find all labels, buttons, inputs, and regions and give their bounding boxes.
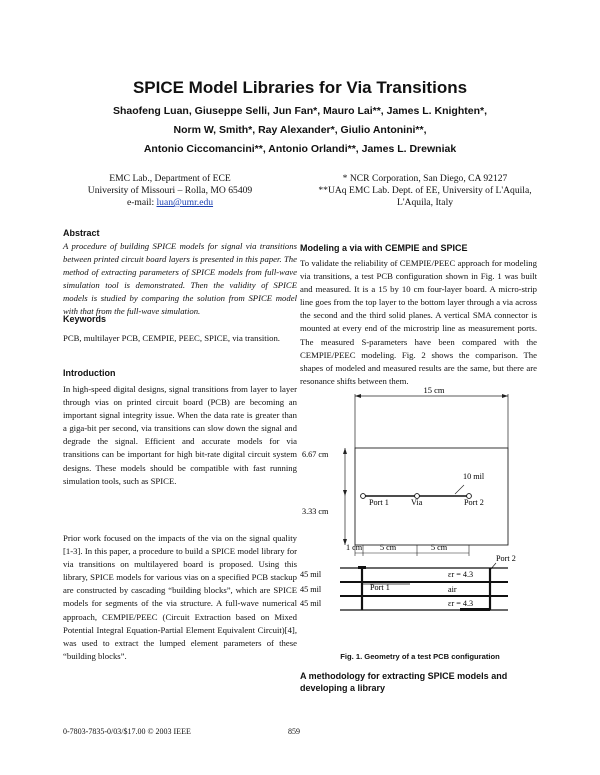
authors-line-2: Norm W, Smith*, Ray Alexander*, Giulio Antonini**, bbox=[173, 124, 427, 136]
email-label: e-mail: bbox=[126, 197, 155, 208]
email-link[interactable]: luan@umr.edu bbox=[156, 197, 214, 208]
port-2-label: Port 2 bbox=[464, 498, 484, 507]
figure-1-caption: Fig. 1. Geometry of a test PCB configuration bbox=[340, 652, 500, 661]
dim-10mil-leader bbox=[455, 485, 464, 494]
layer-1-thickness: 45 mil bbox=[300, 570, 322, 579]
port-1-marker bbox=[361, 494, 366, 499]
footer-copyright: 0-7803-7835-0/03/$17.00 © 2003 IEEE bbox=[63, 727, 191, 736]
dim-667cm-arrow-bottom bbox=[343, 490, 347, 496]
abstract-heading: Abstract bbox=[63, 228, 100, 238]
affiliation-right-line-2: **UAq EMC Lab. Dept. of EE, University of L'Aquila, bbox=[318, 185, 532, 196]
dim-667cm-label: 6.67 cm bbox=[302, 450, 329, 459]
authors-line-3: Antonio Ciccomancini**, Antonio Orlandi**, James L. Drewniak bbox=[143, 143, 457, 155]
air-label: air bbox=[448, 585, 457, 594]
affiliation-right-line-3: L'Aquila, Italy bbox=[396, 197, 454, 208]
affiliation-right bbox=[300, 173, 550, 209]
eps-bottom-label: εr = 4.3 bbox=[448, 599, 474, 608]
dim-15cm-arrow-right bbox=[502, 394, 508, 398]
via-label: Via bbox=[411, 498, 423, 507]
dim-15cm-arrow-left bbox=[355, 394, 361, 398]
modeling-text: To validate the reliability of CEMPIE/PEEC approach for modeling via transitions, a test PCB configuration shown in Fig. 1 was built and measured. It is a 15 by 10 cm four-layer board. A micro-strip line goes from the top layer to the bottom layer through a via across the second and the third solid planes. A vertical SMA connector is mounted at every end of the microstrip line as measurement ports. The measured S-parameters have been compared with the CEMPIE/PEEC modeling. Fig. 2 shows the comparison. The shapes of modeled and measured results are the same, but there are resonance shifts between them. bbox=[300, 258, 537, 386]
layer-3-thickness: 45 mil bbox=[300, 599, 322, 608]
bottom-trace-seg bbox=[460, 608, 490, 611]
introduction-paragraph-1: In high-speed digital designs, signal transitions from layer to layer through vias on printed circuit board (PCB) are becoming an important signal integrity issue. When the data rate is greater than a giga-bit per second, via transitions can slow down the signal and degrade the signal. Efficient and accurate models for via transitions can be important for high bit-rate digital circuit system designs. These models should be compatible with fast running simulation tools, such as SPICE. bbox=[63, 384, 297, 486]
keywords-heading: Keywords bbox=[63, 314, 107, 324]
affiliation-left-line-1: EMC Lab., Department of ECE bbox=[109, 173, 231, 184]
dim-1cm-label: 1 cm bbox=[346, 543, 363, 552]
introduction-heading: Introduction bbox=[63, 368, 116, 378]
port-2-leader bbox=[490, 563, 496, 570]
keywords-text: PCB, multilayer PCB, CEMPIE, PEEC, SPICE, via transition. bbox=[63, 333, 280, 343]
footer-page-number: 859 bbox=[288, 727, 300, 736]
affiliation-left bbox=[60, 173, 280, 209]
introduction-paragraph-2: Prior work focused on the impacts of the via on the signal quality [1-3]. In this paper, a procedure to build a SPICE model library for via transitions on multilayered board is proposed. Using this library, SPICE models for various vias on a specified PCB stackup are constructed by cascading “building blocks”, which are SPICE models for segments of the via structure. A full-wave numerical approach, CEMPIE/PEEC (Circuit Extraction based on Mixed Potential Integral Equation-Partial Element Equivalent Circuit)[4], was used to extract the lumped element parameters of these “building blocks”. bbox=[63, 533, 297, 661]
abstract-text: A procedure of building SPICE models for signal via transitions between printed circuit board layers is presented in this paper. The method of extracting parameters of SPICE models from full-wave simulation tool is demonstrated. Then the validity of SPICE models is studied by comparing the solution from SPICE model with that from the full-wave simulation. bbox=[63, 241, 297, 317]
authors-line-1: Shaofeng Luan, Giuseppe Selli, Jun Fan*, Mauro Lai**, James L. Knighten*, bbox=[113, 105, 487, 117]
modeling-heading: Modeling a via with CEMPIE and SPICE bbox=[300, 243, 468, 253]
stack-port-2-label: Port 2 bbox=[496, 554, 516, 563]
dim-15cm-label: 15 cm bbox=[423, 385, 445, 395]
affiliation-left-email-line bbox=[60, 197, 280, 209]
dim-5cm-label-b: 5 cm bbox=[431, 543, 448, 552]
dim-667cm-arrow-top bbox=[343, 448, 347, 454]
dim-333cm-label: 3.33 cm bbox=[302, 507, 329, 516]
affiliation-right-line-1: * NCR Corporation, San Diego, CA 92127 bbox=[342, 173, 508, 184]
figure-1-geometry bbox=[300, 384, 540, 624]
layer-2-thickness: 45 mil bbox=[300, 585, 322, 594]
eps-top-label: εr = 4.3 bbox=[448, 570, 474, 579]
paper-title: SPICE Model Libraries for Via Transitions bbox=[132, 78, 468, 97]
port-1-label: Port 1 bbox=[369, 498, 389, 507]
stack-port-1-label: Port 1 bbox=[370, 583, 390, 592]
affiliation-left-line-2: University of Missouri – Rolla, MO 65409 bbox=[87, 185, 253, 196]
methodology-heading: A methodology for extracting SPICE models and developing a library bbox=[300, 671, 508, 693]
dim-10mil-label: 10 mil bbox=[463, 472, 485, 481]
dim-5cm-label-a: 5 cm bbox=[380, 543, 397, 552]
